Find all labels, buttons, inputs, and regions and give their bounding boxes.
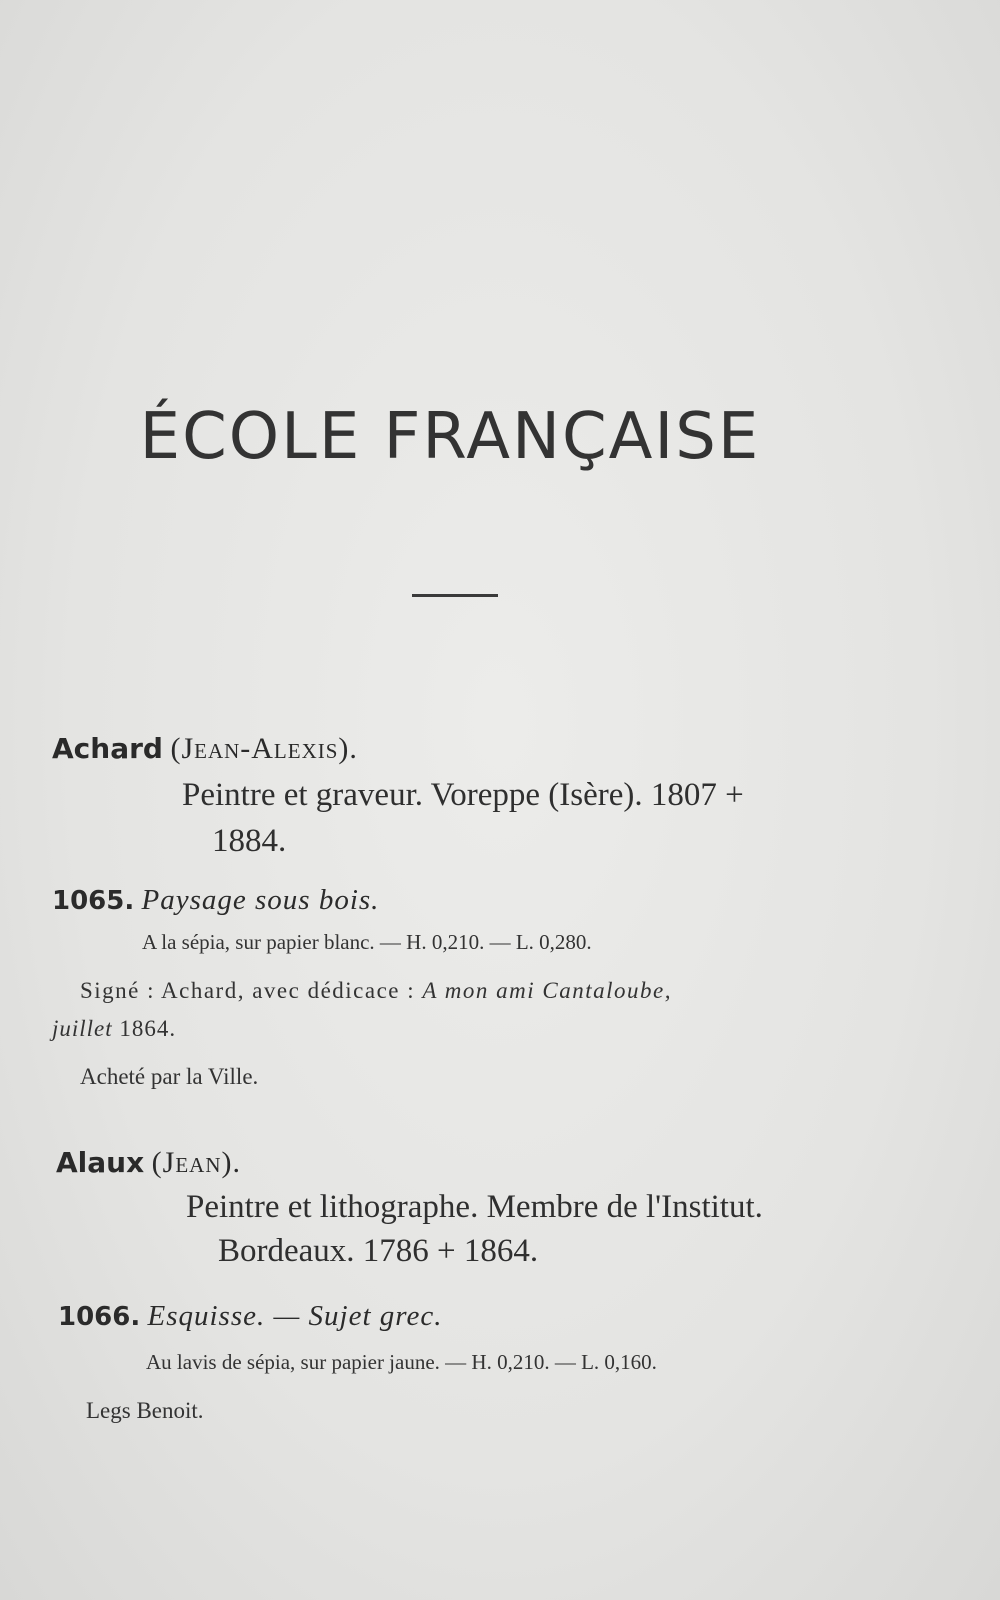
entry-work-title: Paysage sous bois. (141, 884, 380, 916)
artist-bio-line: Bordeaux. 1786 + 1864. (218, 1233, 539, 1269)
entry-medium: A la sépia, sur papier blanc. — H. 0,210. — L. 0,280. (142, 930, 592, 954)
entry-medium: Au lavis de sépia, sur papier jaune. — H. 0,210. — L. 0,160. (146, 1350, 657, 1374)
artist-heading-alaux (56, 1146, 241, 1180)
signature-month: juillet (52, 1016, 113, 1041)
page-title: ÉCOLE FRANÇAISE (139, 400, 761, 474)
artist-name: Achard (52, 732, 163, 765)
artist-bio-line: Peintre et lithographe. Membre de l'Institut. (186, 1189, 763, 1225)
artist-bio-line: Peintre et graveur. Voreppe (Isère). 1807 + (182, 777, 744, 813)
entry-signature-date (52, 1016, 176, 1042)
entry-provenance: Legs Benoit. (86, 1398, 204, 1423)
catalogue-entry-1066 (58, 1300, 442, 1333)
entry-signature (80, 978, 672, 1004)
entry-number: 1066. (58, 1302, 141, 1332)
section-divider (412, 594, 498, 597)
artist-name: Alaux (56, 1146, 145, 1179)
signature-year: 1864. (112, 1016, 177, 1041)
artist-given-name: (Jean-Alexis). (170, 732, 358, 765)
entry-provenance: Acheté par la Ville. (80, 1064, 259, 1089)
artist-bio-line: 1884. (212, 823, 287, 859)
signature-text: Signé : Achard, avec dédicace : (80, 978, 423, 1003)
catalogue-entry-1065 (52, 884, 379, 917)
entry-work-title: Esquisse. — Sujet grec. (147, 1300, 443, 1332)
artist-heading-achard (52, 732, 358, 766)
artist-given-name: (Jean). (151, 1146, 241, 1179)
signature-dedication: A mon ami Cantaloube, (422, 978, 672, 1003)
entry-number: 1065. (52, 886, 135, 916)
